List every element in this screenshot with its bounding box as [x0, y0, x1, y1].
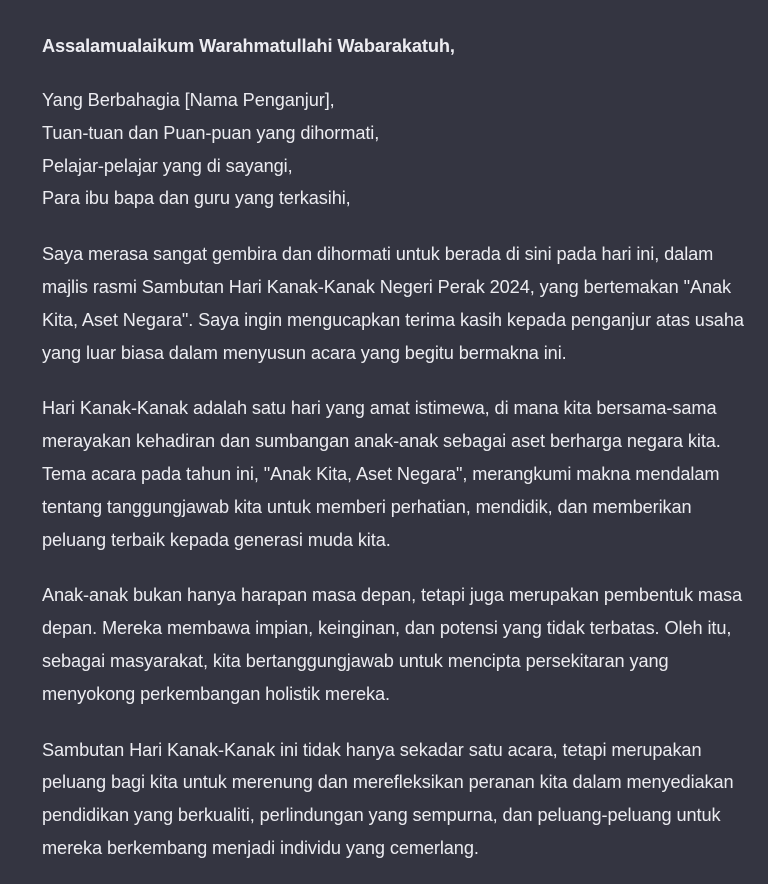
- speech-paragraph: Saya merasa sangat gembira dan dihormati untuk berada di sini pada hari ini, dalam majlis rasmi Sambutan Hari Kanak-Kanak Negeri Perak 2024, yang bertemakan "Anak Kita, Aset Negara". Saya ingin mengucapkan terima kasih kepada penganjur atas usaha yang luar biasa dalam menyusun acara yang begitu bermakna ini.: [42, 244, 744, 363]
- address-line: Pelajar-pelajar yang di sayangi,: [42, 155, 293, 176]
- speech-paragraph: Anak-anak bukan hanya harapan masa depan, tetapi juga merupakan pembentuk masa depan. Mereka membawa impian, keinginan, dan potensi yang tidak terbatas. Oleh itu, sebagai masyarakat, kita bertanggungjawab untuk mencipta persekitaran yang menyokong perkembangan holistik mereka.: [42, 585, 742, 704]
- address-block: [42, 84, 750, 215]
- address-line: Para ibu bapa dan guru yang terkasihi,: [42, 188, 351, 209]
- greeting-text: Assalamualaikum Warahmatullahi Wabarakatuh,: [42, 36, 455, 56]
- speech-paragraph: Sambutan Hari Kanak-Kanak ini tidak hanya sekadar satu acara, tetapi merupakan peluang bagi kita untuk merenung dan merefleksikan peranan kita dalam menyediakan pendidikan yang berkualiti, perlindungan yang sempurna, dan peluang-peluang untuk mereka berkembang menjadi individu yang cemerlang.: [42, 739, 734, 858]
- address-line: Tuan-tuan dan Puan-puan yang dihormati,: [42, 122, 380, 143]
- speech-paragraph: Hari Kanak-Kanak adalah satu hari yang amat istimewa, di mana kita bersama-sama merayakan kehadiran dan sumbangan anak-anak sebagai aset berharga negara kita. Tema acara pada tahun ini, "Anak Kita, Aset Negara", merangkumi makna mendalam tentang tanggungjawab kita untuk memberi perhatian, mendidik, dan memberikan peluang terbaik kepada generasi muda kita.: [42, 398, 721, 550]
- address-line: Yang Berbahagia [Nama Penganjur],: [42, 90, 335, 110]
